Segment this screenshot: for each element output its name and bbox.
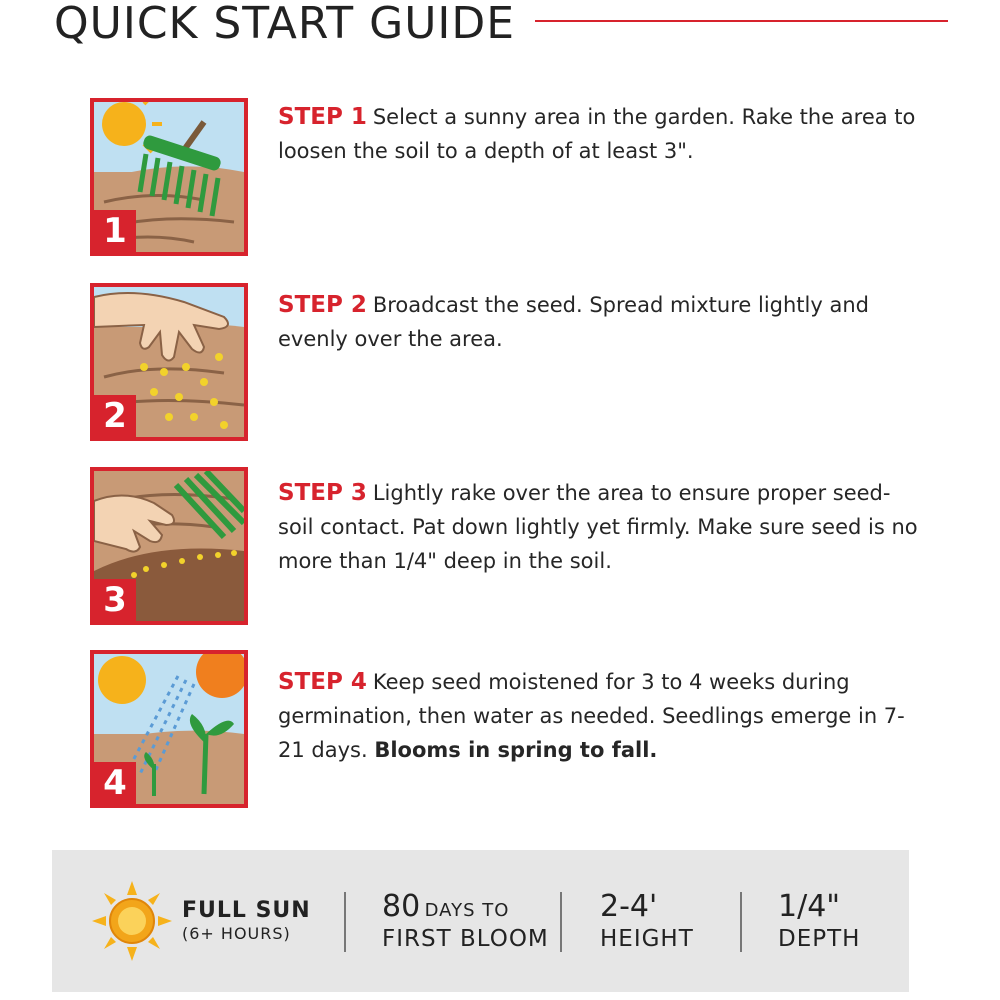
step-label: STEP 1 (278, 104, 367, 130)
page-title: QUICK START GUIDE (54, 0, 516, 49)
step-number-badge: 3 (94, 579, 136, 621)
divider (344, 892, 346, 952)
depth-label: DEPTH (778, 926, 861, 952)
step-body: Keep seed moistened for 3 to 4 weeks during germination, then water as needed. Seedlings emerge in 7-21 days. (278, 670, 905, 762)
seed-depth (778, 850, 898, 992)
step-description (278, 100, 918, 168)
sun-requirement (92, 850, 352, 992)
height-label: HEIGHT (600, 926, 694, 952)
step-4 (90, 650, 950, 810)
hand-broadcast-seed-icon (90, 283, 248, 441)
step-body-bold: Blooms in spring to fall. (374, 738, 658, 762)
step-label: STEP 2 (278, 292, 367, 318)
divider (740, 892, 742, 952)
growing-info-bar (52, 850, 909, 992)
watering-seedling-icon (90, 650, 248, 808)
plant-height (600, 850, 740, 992)
step-number-badge: 2 (94, 395, 136, 437)
rake-sun-icon (90, 98, 248, 256)
sun-title: FULL SUN (182, 898, 311, 923)
sun-hours: (6+ HOURS) (182, 924, 291, 943)
step-number-badge: 1 (94, 210, 136, 252)
step-label: STEP 4 (278, 669, 367, 695)
title-rule (535, 20, 948, 22)
divider (560, 892, 562, 952)
step-body: Select a sunny area in the garden. Rake the area to loosen the soil to a depth of at least 3". (278, 105, 916, 163)
sun-icon (92, 881, 172, 961)
step-1 (90, 98, 950, 258)
hand-rake-soil-icon (90, 467, 248, 625)
step-description (278, 288, 918, 356)
step-2 (90, 283, 950, 443)
bloom-days-value: 80 (382, 889, 421, 924)
bloom-label: FIRST BLOOM (382, 926, 549, 952)
height-value: 2-4' (600, 889, 658, 924)
step-body: Broadcast the seed. Spread mixture lightly and evenly over the area. (278, 293, 869, 351)
step-description (278, 665, 918, 767)
step-body: Lightly rake over the area to ensure proper seed-soil contact. Pat down lightly yet firmly. Make sure seed is no more than 1/4" deep in the soil. (278, 481, 918, 573)
days-to-bloom (382, 850, 562, 992)
step-label: STEP 3 (278, 480, 367, 506)
step-number-badge: 4 (94, 762, 136, 804)
depth-value: 1/4" (778, 889, 841, 924)
step-3 (90, 467, 950, 627)
step-description (278, 476, 918, 578)
bloom-days-unit: DAYS TO (424, 900, 510, 921)
